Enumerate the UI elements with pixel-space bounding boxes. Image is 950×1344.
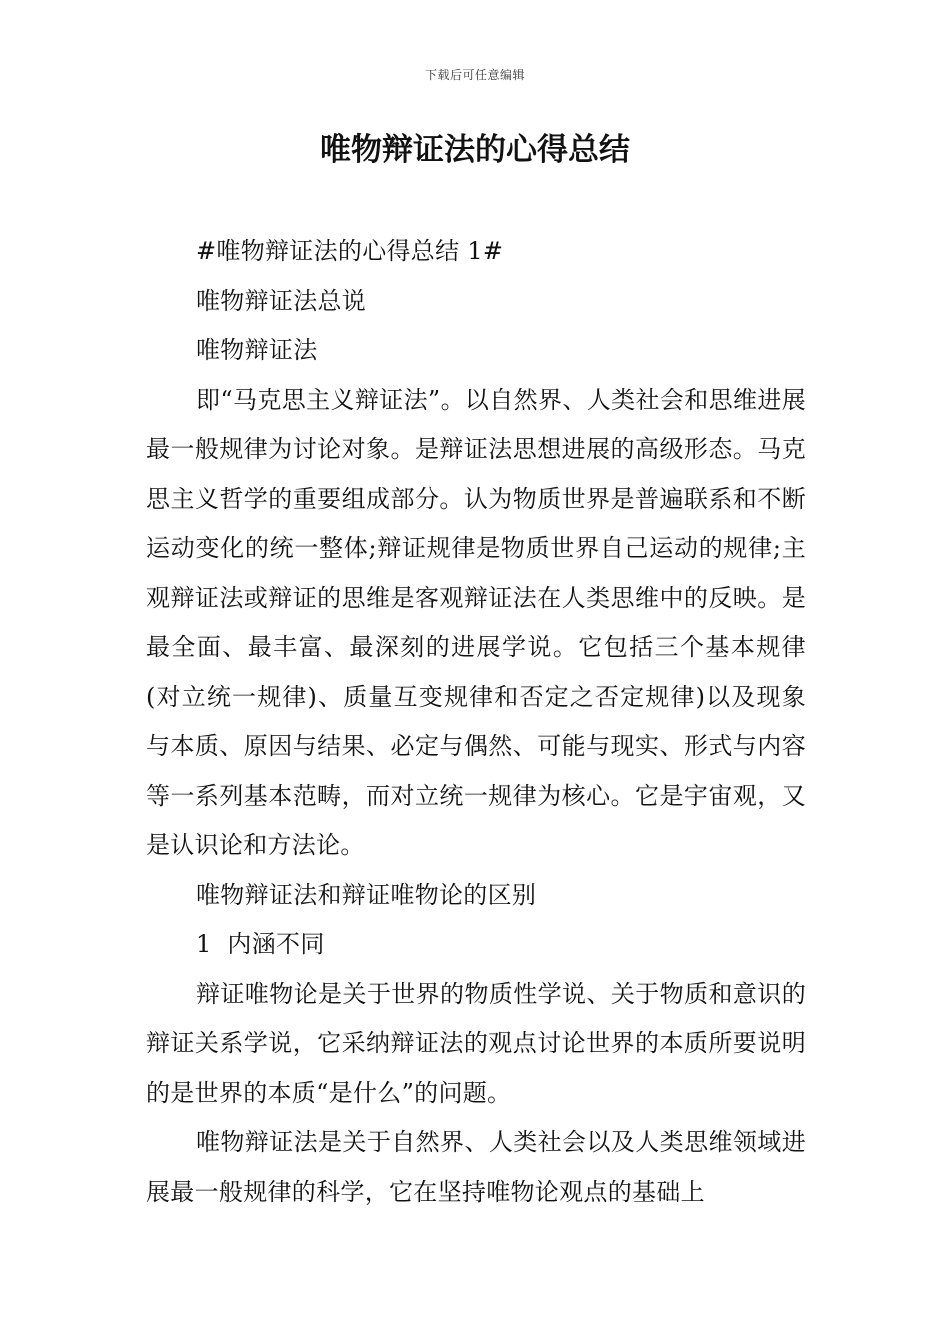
body-paragraph: 即“马克思主义辩证法”。以自然界、人类社会和思维进展最一般规律为讨论对象。是辩证法思想进展的高级形态。马克思主义哲学的重要组成部分。认为物质世界是普遍联系和不断运动变化的统一整体;辩证规律是物质世界自己运动的规律;主观辩证法或辩证的思维是客观辩证法在人类思维中的反映。是最全面、最丰富、最深刻的进展学说。它包括三个基本规律(对立统一规律)、质量互变规律和否定之否定规律)以及现象与本质、原因与结果、必定与偶然、可能与现实、形式与内容等一系列基本范畴，而对立统一规律为核心。它是宇宙观，又是认识论和方法论。: [146, 385, 806, 859]
body-paragraph: 唯物辩证法是关于自然界、人类社会以及人类思维领域进展最一般规律的科学，它在坚持唯物论观点的基础上: [146, 1128, 806, 1206]
subheading: 唯物辩证法和辩证唯物论的区别: [196, 880, 537, 909]
subheading: 唯物辩证法: [196, 336, 318, 364]
subheading: 唯物辩证法总说: [196, 286, 367, 315]
subheading: 1 内涵不同: [196, 930, 325, 958]
section-heading: #唯物辩证法的心得总结 1#: [196, 237, 504, 265]
document-body: [146, 227, 806, 1217]
body-paragraph: 辩证唯物论是关于世界的物质性学说、关于物质和意识的辩证关系学说，它采纳辩证法的观点讨论世界的本质所要说明的是世界的本质“是什么”的问题。: [146, 979, 806, 1107]
document-title: 唯物辩证法的心得总结: [320, 132, 630, 168]
header-note: 下载后可任意编辑: [424, 68, 525, 82]
